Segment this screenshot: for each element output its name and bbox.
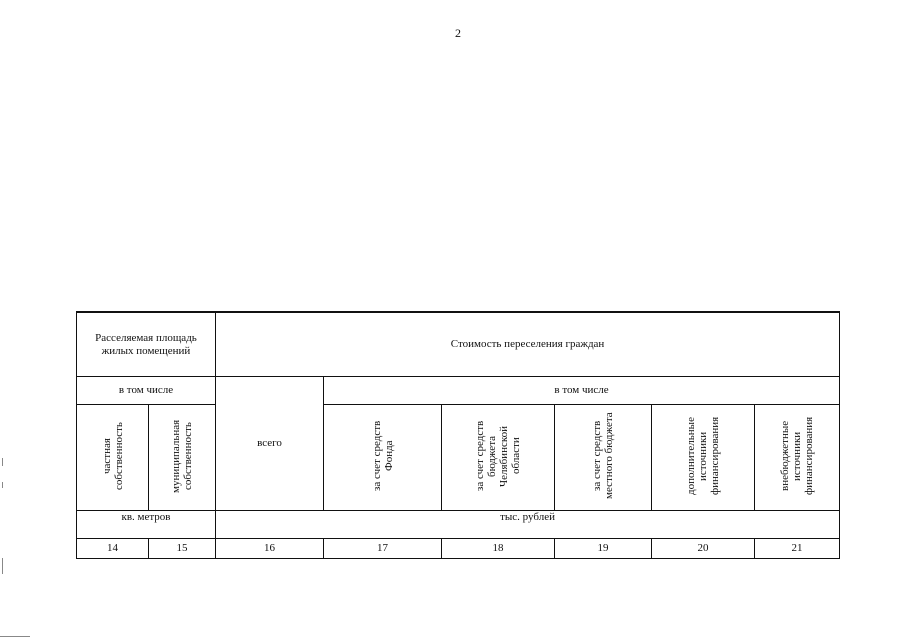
page-number: 2 [455,26,461,40]
including-left-label: в том числе [118,384,174,397]
unit-area-label: кв. метров [121,511,171,524]
col-local-label: за счет средств местного бюджета [591,412,615,499]
header-resettled-area-label: Расселяемая площадь жилых помещений [95,331,197,357]
header-resettled-area [77,312,216,377]
header-resettlement-cost-label: Стоимость переселения граждан [450,338,605,351]
col-total-header [216,377,324,511]
column-number: 18 [442,538,555,558]
col-local-header [555,404,652,511]
col-additional-label: дополнительные источники финансирования [685,416,721,495]
column-number: 21 [755,538,840,558]
including-left-header [77,377,216,404]
header-resettlement-cost [216,312,840,377]
col-fund-label: за счет средств Фонда [370,420,395,491]
column-number: 14 [77,538,149,558]
col-municipal-label: муниципальная собственность [170,418,194,493]
scan-artifact-mark [2,458,3,466]
col-total-label: всего [257,437,282,450]
col-municipal-header [149,404,216,511]
col-fund-header [324,404,442,511]
including-right-header [324,377,840,404]
including-right-label: в том числе [554,384,609,397]
column-number: 15 [149,538,216,558]
unit-money-label: тыс. рублей [500,511,555,524]
unit-area [77,511,216,538]
scan-artifact-mark [2,558,3,574]
column-number: 17 [324,538,442,558]
resettlement-cost-table [76,311,839,559]
col-additional-header [652,404,755,511]
column-number: 19 [555,538,652,558]
scan-artifact-mark [0,636,30,637]
col-extrabudget-label: внебюджетные источники финансирования [779,416,816,495]
unit-money [216,511,840,538]
scan-artifact-mark [2,482,3,488]
col-private-header [77,404,149,511]
col-regional-label: за счет средств бюджета Челябинской области [474,420,522,491]
col-extrabudget-header [755,404,840,511]
column-number: 16 [216,538,324,558]
column-number: 20 [652,538,755,558]
col-private-label: частная собственность [100,421,125,490]
col-regional-header [442,404,555,511]
